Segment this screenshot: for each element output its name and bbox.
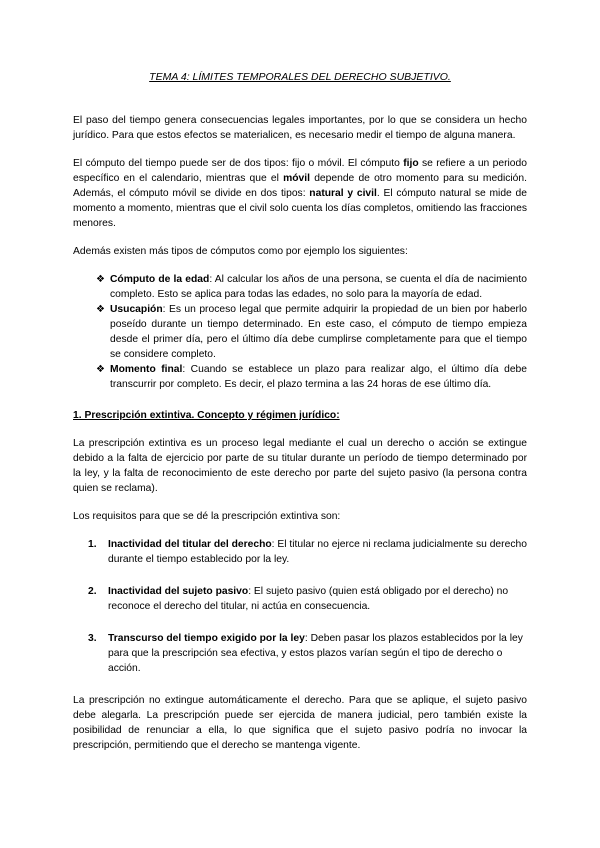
diamond-bullet-icon: ❖ — [96, 364, 105, 375]
list-item-term: Momento final — [110, 364, 183, 375]
list-item — [96, 362, 527, 392]
list-item-text: : El sujeto pasivo (quien está obligado por el derecho) no reconoce el derecho del titular, ni actúa en consecuencia. — [108, 586, 509, 612]
list-item — [96, 302, 527, 362]
page-title: TEMA 4: LÍMITES TEMPORALES DEL DERECHO SUBJETIVO. — [149, 71, 451, 83]
list-item-term: Inactividad del sujeto pasivo — [108, 586, 249, 597]
intro-paragraph: El paso del tiempo genera consecuencias legales importantes, por lo que se considera un hecho jurídico. Para que estos efectos se materialicen, es necesario medir el tiempo de alguna manera. — [73, 115, 527, 141]
computo-text-1: El cómputo del tiempo puede ser de dos tipos: fijo o móvil. El cómputo — [73, 158, 404, 169]
list-item-term: Cómputo de la edad — [110, 274, 210, 285]
prescripcion-definition: La prescripción extintiva es un proceso legal mediante el cual un derecho o acción se extingue debido a la falta de ejercicio por parte de su titular durante un período de tiempo determinado por la ley, y la falta de reconocimiento de este derecho por parte del sujeto pasivo (la persona contra quien se reclama). — [73, 438, 527, 494]
computo-text-2: se refiere a un periodo específico en el calendario, mientras que el — [73, 158, 527, 184]
list-item-term: Inactividad del titular del derecho — [108, 539, 272, 550]
list-number: 1. — [88, 539, 97, 550]
requisitos-list — [73, 537, 527, 676]
list-item-text: : El titular no ejerce ni reclama judicialmente su derecho durante el tiempo establecido por la ley. — [108, 539, 527, 565]
list-item — [96, 272, 527, 302]
computo-paragraph — [73, 156, 527, 231]
list-item-text: : Deben pasar los plazos establecidos por la ley para que la prescripción sea efectiva, y estos plazos varían según el tipo de derecho o acción. — [108, 633, 523, 674]
diamond-bullet-icon: ❖ — [96, 274, 105, 285]
more-types-paragraph: Además existen más tipos de cómputos como por ejemplo los siguientes: — [73, 246, 408, 257]
computo-text-4: . El cómputo natural se mide de momento a momento, mientras que el civil solo cuenta los días completos, omitiendo las fracciones menores. — [73, 188, 527, 229]
computo-bold-fijo: fijo — [403, 158, 419, 169]
list-item-term: Usucapión — [110, 304, 163, 315]
diamond-bullet-icon: ❖ — [96, 304, 105, 315]
computo-types-list — [73, 272, 527, 392]
computo-text-3: depende de otro momento para su medición. Además, el cómputo móvil se divide en dos tipos: — [73, 173, 527, 199]
computo-bold-movil: móvil — [283, 173, 311, 184]
list-item-text: : Al calcular los años de una persona, se cuenta el día de nacimiento completo. Esto se aplica para todas las edades, no solo para la mayoría de edad. — [110, 274, 527, 300]
list-item-term: Transcurso del tiempo exigido por la ley — [108, 633, 305, 644]
closing-paragraph: La prescripción no extingue automáticamente el derecho. Para que se aplique, el sujeto pasivo debe alegarla. La prescripción puede ser ejercida de manera judicial, pero también existe la posibilidad de renunciar a ella, lo que significa que el sujeto pasivo podría no invocar la prescripción, permitiendo que el derecho se mantenga vigente. — [73, 695, 527, 751]
list-item-text: : Es un proceso legal que permite adquirir la propiedad de un bien por haberlo poseído durante un tiempo determinado. En este caso, el cómputo de tiempo empieza desde el primer día, pero el último día debe cumplirse completamente para que el tiempo se considere completo. — [110, 304, 527, 360]
list-number: 2. — [88, 586, 97, 597]
computo-bold-natural-civil: natural y civil — [309, 188, 377, 199]
list-item — [88, 537, 527, 567]
list-item — [88, 584, 527, 614]
list-number: 3. — [88, 633, 97, 644]
section-heading: 1. Prescripción extintiva. Concepto y régimen jurídico: — [73, 410, 340, 421]
requisitos-intro: Los requisitos para que se dé la prescripción extintiva son: — [73, 511, 341, 522]
list-item — [88, 631, 527, 676]
list-item-text: : Cuando se establece un plazo para realizar algo, el último día debe transcurrir por completo. Es decir, el plazo termina a las 24 horas de ese último día. — [110, 364, 527, 390]
